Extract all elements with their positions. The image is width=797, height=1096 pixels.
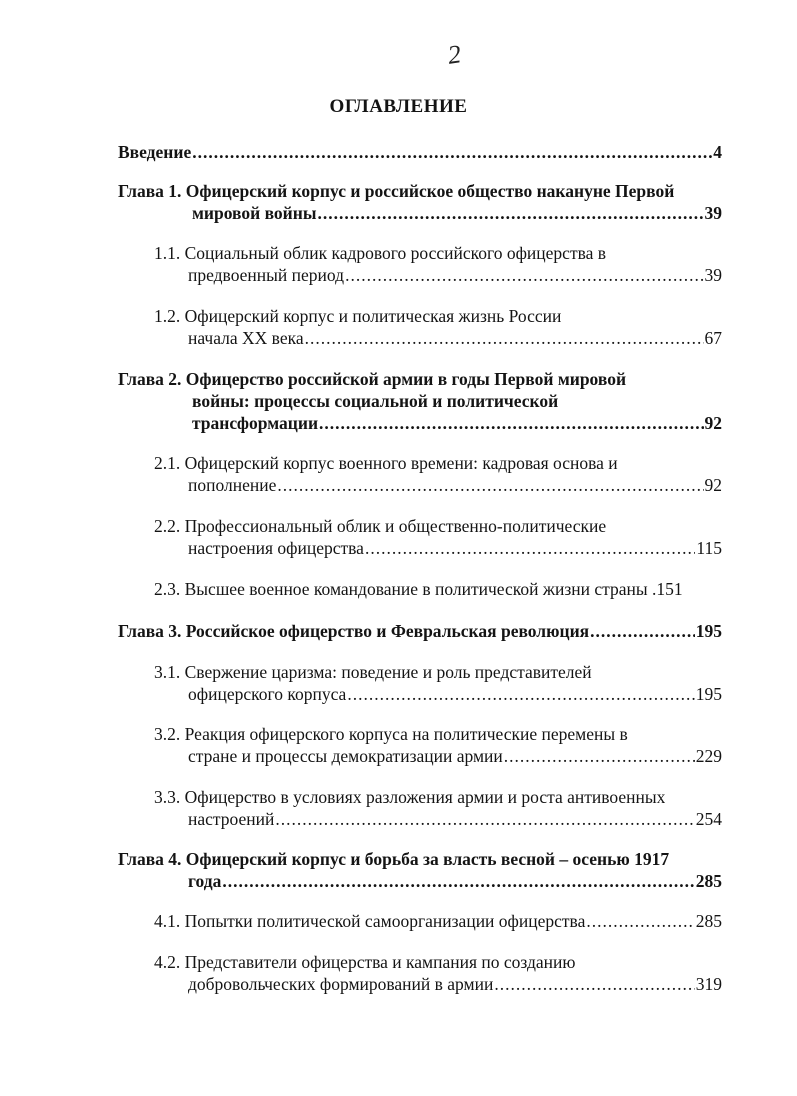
toc-entry-page: 67 <box>704 328 722 348</box>
toc-entry-2-1-line-2[interactable] <box>188 474 722 496</box>
leader-dots <box>345 264 703 286</box>
toc-entry-text: настроения офицерства <box>188 538 364 558</box>
toc-entry-text: пополнение <box>188 475 277 495</box>
leader-dots <box>347 683 694 705</box>
toc-entry-text: трансформации <box>192 413 319 433</box>
toc-entry-1-2-line-2[interactable] <box>188 327 722 349</box>
leader-dots <box>365 537 695 559</box>
toc-entry-page: 195 <box>695 684 722 704</box>
toc-entry-page: 319 <box>695 974 722 994</box>
toc-entry-page: 195 <box>695 621 722 641</box>
toc-entry-text: Введение <box>118 142 192 162</box>
leader-dots <box>305 327 704 349</box>
leader-dots <box>590 620 695 642</box>
toc-entry-chapter-4-line-1[interactable]: Глава 4. Офицерский корпус и борьба за власть весной – осенью 1917 <box>118 849 670 869</box>
toc-entry-4-2-line-2[interactable] <box>188 973 722 995</box>
toc-entry-1-1-line-1[interactable]: 1.1. Социальный облик кадрового российского офицерства в <box>154 243 607 263</box>
toc-entry-page: 39 <box>704 265 722 285</box>
toc-entry-4-1[interactable] <box>154 910 722 932</box>
toc-entry-page: 285 <box>695 911 722 931</box>
toc-entry-chapter-2-line-1[interactable]: Глава 2. Офицерство российской армии в годы Первой мировой <box>118 369 627 389</box>
toc-entry-text: Глава 3. Российское офицерство и Февральская революция <box>118 621 590 641</box>
toc-entry-page: 39 <box>704 203 722 223</box>
leader-dots <box>222 870 694 892</box>
toc-entry-page: 92 <box>704 413 722 433</box>
toc-entry-page: 254 <box>695 809 722 829</box>
toc-entry-chapter-3[interactable] <box>118 620 722 642</box>
toc-entry-page: 4 <box>713 142 722 162</box>
toc-entry-text: офицерского корпуса <box>188 684 347 704</box>
toc-entry-2-2-line-1[interactable]: 2.2. Профессиональный облик и общественно-политические <box>154 516 607 536</box>
toc-entry-page: 115 <box>696 538 722 558</box>
toc-entry-text: 4.1. Попытки политической самоорганизации офицерства <box>154 911 586 931</box>
toc-entry-3-3-line-2[interactable] <box>188 808 722 830</box>
toc-entry-chapter-1-line-2[interactable] <box>192 202 722 224</box>
toc-entry-chapter-2-line-3[interactable] <box>192 412 722 434</box>
toc-entry-introduction[interactable] <box>118 141 722 163</box>
leader-dots <box>504 745 695 767</box>
toc-entry-text: начала XX века <box>188 328 304 348</box>
toc-entry-2-1-line-1[interactable]: 2.1. Офицерский корпус военного времени: кадровая основа и <box>154 453 618 473</box>
toc-entry-4-2-line-1[interactable]: 4.2. Представители офицерства и кампания по созданию <box>154 952 576 972</box>
toc-entry-text: настроений <box>188 809 275 829</box>
toc-entry-text: мировой войны <box>192 203 317 223</box>
handwritten-page-number: 2 <box>445 39 463 70</box>
leader-dots <box>192 141 712 163</box>
toc-entry-text: стране и процессы демократизации армии <box>188 746 503 766</box>
toc-entry-text: предвоенный период <box>188 265 345 285</box>
leader-dots <box>318 202 704 224</box>
toc-entry-page: 285 <box>695 871 722 891</box>
toc-entry-3-2-line-2[interactable] <box>188 745 722 767</box>
toc-title: ОГЛАВЛЕНИЕ <box>329 96 468 117</box>
leader-dots <box>494 973 694 995</box>
toc-entry-3-1-line-1[interactable]: 3.1. Свержение царизма: поведение и роль представителей <box>154 662 592 682</box>
toc-entry-2-2-line-2[interactable] <box>188 537 722 559</box>
toc-entry-chapter-1-line-1[interactable]: Глава 1. Офицерский корпус и российское общество накануне Первой <box>118 181 675 201</box>
leader-dots <box>319 412 703 434</box>
toc-entry-3-2-line-1[interactable]: 3.2. Реакция офицерского корпуса на политические перемены в <box>154 724 628 744</box>
toc-entry-text: добровольческих формирований в армии <box>188 974 494 994</box>
toc-entry-page: 92 <box>704 475 722 495</box>
toc-entry-text: года <box>188 871 222 891</box>
leader-dots <box>277 474 703 496</box>
leader-dots <box>275 808 694 830</box>
toc-entry-1-2-line-1[interactable]: 1.2. Офицерский корпус и политическая жизнь России <box>154 306 562 326</box>
leader-dots <box>586 910 694 932</box>
toc-entry-2-3[interactable]: 2.3. Высшее военное командование в политической жизни страны .151 <box>154 579 683 599</box>
toc-entry-3-3-line-1[interactable]: 3.3. Офицерство в условиях разложения армии и роста антивоенных <box>154 787 666 807</box>
toc-entry-chapter-4-line-2[interactable] <box>188 870 722 892</box>
toc-entry-1-1-line-2[interactable] <box>188 264 722 286</box>
toc-entry-3-1-line-2[interactable] <box>188 683 722 705</box>
toc-entry-chapter-2-line-2[interactable]: войны: процессы социальной и политической <box>192 391 559 411</box>
toc-entry-page: 229 <box>695 746 722 766</box>
